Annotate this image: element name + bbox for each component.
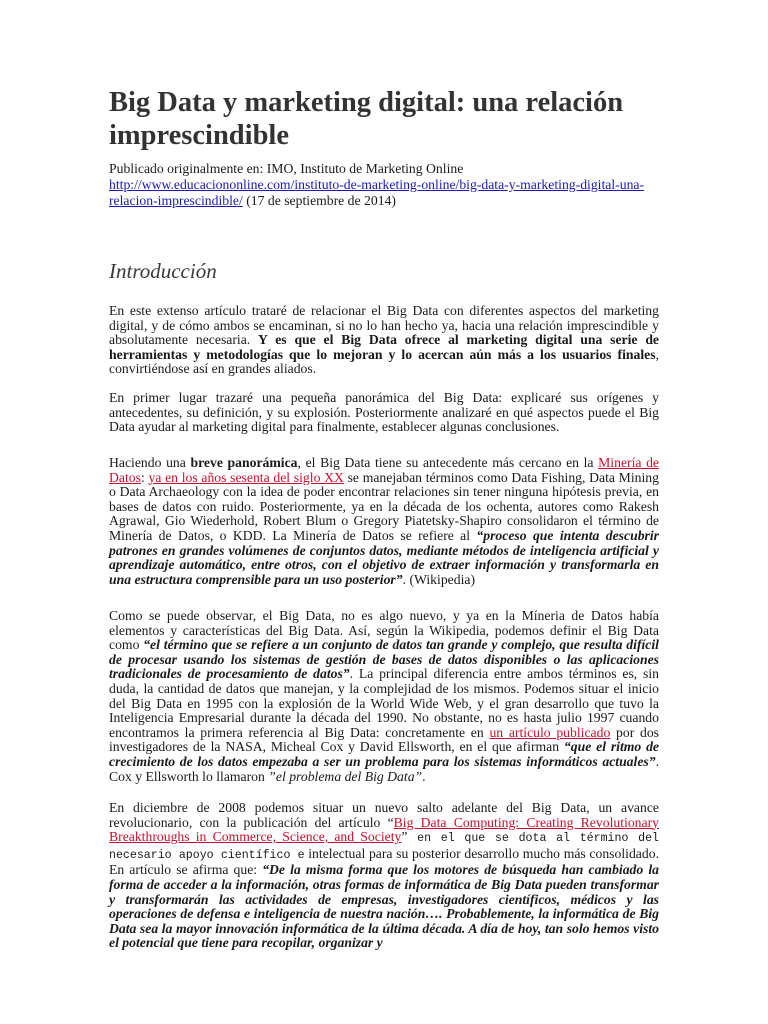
paragraph-4	[109, 609, 659, 784]
paragraph-3	[109, 456, 659, 587]
paragraph-2: En primer lugar trazaré una pequeña panorámica del Big Data: explicaré sus orígenes y antecedentes, su definición, y su explosión. Posteriormente analizaré en qué aspectos puede el Big Data ayudar al marketing digital para finalmente, establecer algunas conclusiones.	[109, 390, 659, 435]
p5-mono-text: en el que se dota al término del necesario apoyo científico e	[109, 832, 660, 862]
p3-text: se manejaban términos como Data Fishing, Data Mining o Data Archaeology con la idea de poder encontrar relaciones sin tener ninguna hipótesis previa, en bases de datos con ruido. Posteriormente, ya en la década de los ochenta, autores como Rakesh Agrawal, Gio Wiederhold, Robert Blum o Gregory Piatetsky-Shapiro consolidaron el término de Minería de Datos, o KDD. La Minería de Datos se refiere al	[109, 469, 659, 543]
page-title: Big Data y marketing digital: una relación imprescindible	[109, 87, 624, 151]
p1-bold: Y es que el Big Data ofrece al marketing digital una serie de herramientas y metodologías que lo mejoran y lo acercan aún más a los usuarios finales	[109, 332, 660, 362]
p4-quote: “el término que se refiere a un conjunto de datos tan grande y complejo, que resulta difícil de procesar usando los sistemas de gestión de bases de datos disponibles o las aplicaciones tradicionales de procesamiento de datos”	[109, 637, 659, 682]
p5-text: ”	[401, 829, 408, 845]
p4-text: por dos investigadores de la NASA, Micheal Cox y David Ellsworth, en el que afirman	[109, 724, 660, 755]
paragraph-5	[109, 801, 659, 951]
p3-text: , el Big Data tiene su antecedente más cercano en la	[297, 455, 599, 470]
source-link[interactable]: http://www.educaciononline.com/instituto-de-marketing-online/big-data-y-marketing-digital-una-relacion-imprescindible/	[109, 177, 645, 208]
p4-italic: ”el problema del Big Data”	[268, 768, 423, 784]
p5-quote: “De la misma forma que los motores de búsqueda han cambiado la forma de acceder a la información, otras formas de informática de Big Data pueden transformar y transformarán las actividades de empresas, investigadores científicos, médicos y las operaciones de defensa e inteligencia de nuestra nación…. Probablemente, la informática de Big Data sea la mayor innovación informática de la última década. A día de hoy, tan solo hemos visto el potencial que tiene para recopilar, organizar y	[109, 862, 659, 951]
articulo-publicado-link[interactable]: un artículo publicado	[489, 724, 611, 740]
p3-text: . (Wikipedia)	[402, 571, 476, 587]
p4-text: . Cox y Ellsworth lo llamaron	[109, 753, 659, 784]
p3-bold: breve panorámica	[190, 455, 298, 470]
big-data-computing-link[interactable]: Big Data Computing: Creating Revolutionary Breakthroughs in Commerce, Science, and Society	[109, 814, 659, 845]
p4-text: Como se puede observar, el Big Data, no es algo nuevo, y ya en la Míneria de Datos había elementos y características del Big Data. Así, según la Wikipedia, podemos definir el Big Data como	[109, 608, 659, 653]
anos-sesenta-link[interactable]: ya en los años sesenta del siglo XX	[148, 469, 344, 485]
section-heading-introduccion: Introducción	[109, 259, 217, 283]
p1-text-end: , convirtiéndose así en grandes aliados.	[109, 346, 659, 377]
p4-text: .	[422, 768, 426, 784]
paragraph-1	[109, 304, 659, 377]
mineria-datos-link[interactable]: Minería de Datos	[109, 455, 660, 485]
published-prefix: Publicado originalmente en: IMO, Instituto de Marketing Online	[109, 161, 464, 176]
p3-quote: “proceso que intenta descubrir patrones en grandes volúmenes de conjuntos datos, mediante métodos de inteligencia artificial y aprendizaje automático, entre otros, con el objetivo de extraer información y transformarla en una estructura comprensible para un uso posterior”	[109, 527, 659, 587]
p5-text: En diciembre de 2008 podemos situar un nuevo salto adelante del Big Data, un avance revolucionario, con la publicación del artículo “	[109, 800, 659, 830]
p3-text: Haciendo una	[109, 455, 191, 470]
published-info	[109, 161, 669, 209]
published-date: (17 de septiembre de 2014)	[242, 193, 396, 208]
p4-quote: “que el ritmo de crecimiento de los datos empezaba a ser un problema para los sistemas informáticos actuales”	[109, 739, 659, 769]
p5-text: intelectual para su posterior desarrollo mucho más consolidado. En artículo se afirma que:	[109, 845, 659, 878]
p4-text: . La principal diferencia entre ambos términos es, sin duda, la cantidad de datos que manejan, y la complejidad de los mismos. Podemos situar el inicio del Big Data en 1995 con la explosión de la World Wide Web, y el gran desarrollo que tuvo la Inteligencia Empresarial durante la década del 1990. No obstante, no es hasta julio 1997 cuando encontramos la primera referencia al Big Data: concretamente en	[109, 666, 659, 740]
p1-text: En este extenso artículo trataré de relacionar el Big Data con diferentes aspectos del marketing digital, y de cómo ambos se encaminan, si no lo han hecho ya, hacia una relación imprescindible y absolutamente necesaria.	[109, 303, 659, 348]
p3-text: :	[140, 469, 149, 485]
